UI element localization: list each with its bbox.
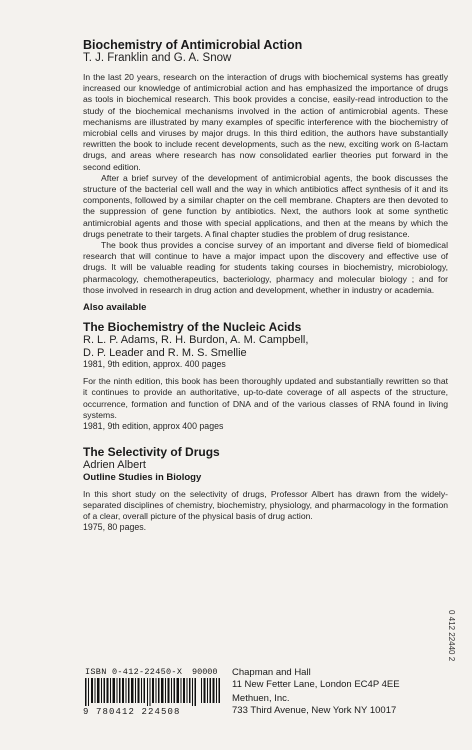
related-book-2-author: Adrien Albert [83, 459, 146, 472]
barcode-bars-icon [85, 678, 221, 706]
book-title: Biochemistry of Antimicrobial Action [83, 38, 303, 52]
back-cover-text [83, 38, 448, 539]
barcode-digits: 9 780412 224508 [83, 707, 181, 717]
description-paragraph-2: After a brief survey of the development of antimicrobial agents, the book discusses the structure of the bacterial cell wall and the way in which antibiotics affect synthesis of it and its components, followed by a similar chapter on the cell membrane. Chapters are then devoted to the suppression of gene function by antibiotics. Next, the authors look at some synthetic antimicrobial agents and those with special applications, and then at the means by which the drugs penetrate to their targets. A final chapter studies the problem of drug resistance. [83, 172, 448, 239]
related-book-2-title: The Selectivity of Drugs [83, 445, 220, 460]
related-book-2-edition: 1975, 80 pages. [83, 522, 147, 533]
publisher-address: 11 New Fetter Lane, London EC4P 4EE [232, 679, 400, 690]
related-book-2-description: In this short study on the selectivity of drugs, Professor Albert has drawn from the widely-separated disciplines of chemistry, biochemistry, physiology, and pharmacology in the formation of a clear, overall picture of the physical basis of drug action. [83, 488, 448, 522]
publisher-block [232, 667, 400, 717]
price-code: 90000 [192, 667, 218, 677]
related-book-1-authors-line-1: R. L. P. Adams, R. H. Burdon, A. M. Campbell, [83, 334, 309, 347]
isbn-label: ISBN 0-412-22450-X [85, 667, 183, 677]
description-paragraph-1: In the last 20 years, research on the interaction of drugs with biochemical systems has greatly increased our knowledge of antimicrobial action and has emphasized the importance of drugs as tools in biochemical research. This book provides a concise, easily-read introduction to the study of the biochemical mechanisms involved in the action of antimicrobial agents. These mechanisms are illustrated by many examples of specific interference with the biochemistry of microbial cells and viruses by major drugs. In this third edition, the authors have substantially rewritten the book to include recent developments, such as the new, exciting work on ß-lactam drugs, and areas where research has now consolidated earlier theories put forward in the second edition. [83, 72, 448, 172]
related-book-1-title: The Biochemistry of the Nucleic Acids [83, 320, 302, 335]
barcode [83, 667, 223, 717]
related-book-2-series: Outline Studies in Biology [83, 471, 202, 483]
publisher-name-us: Methuen, Inc. [232, 693, 290, 704]
publisher-name: Chapman and Hall [232, 667, 311, 678]
description-paragraph-3: The book thus provides a concise survey of an important and diverse field of biomedical research that will continue to have a major impact upon the discovery and effective use of drugs. It will be valuable reading for students taking courses in biochemistry, microbiology, pharmacology, chemotherapeutics, bacteriology, pharmacy and molecular biology ; and for those involved in research in drug action and development, whether in industry or academia. [83, 240, 448, 295]
also-available-heading: Also available [83, 302, 147, 314]
related-book-1-edition-repeat: 1981, 9th edition, approx 400 pages [83, 421, 224, 432]
related-book-1-edition: 1981, 9th edition, approx. 400 pages [83, 359, 226, 370]
related-book-1-description: For the ninth edition, this book has been thoroughly updated and substantially rewritten so that it continues to provide an authoritative, up-to-date coverage of all aspects of the structure, occurrence, formation and function of DNA and of the various classes of RNA found in living systems. [83, 376, 448, 420]
book-authors: T. J. Franklin and G. A. Snow [83, 52, 232, 64]
publisher-address-us: 733 Third Avenue, New York NY 10017 [232, 705, 397, 716]
spine-isbn: 0 412 22440 2 [447, 610, 456, 662]
related-book-1-authors-line-2: D. P. Leader and R. M. S. Smellie [83, 346, 247, 359]
